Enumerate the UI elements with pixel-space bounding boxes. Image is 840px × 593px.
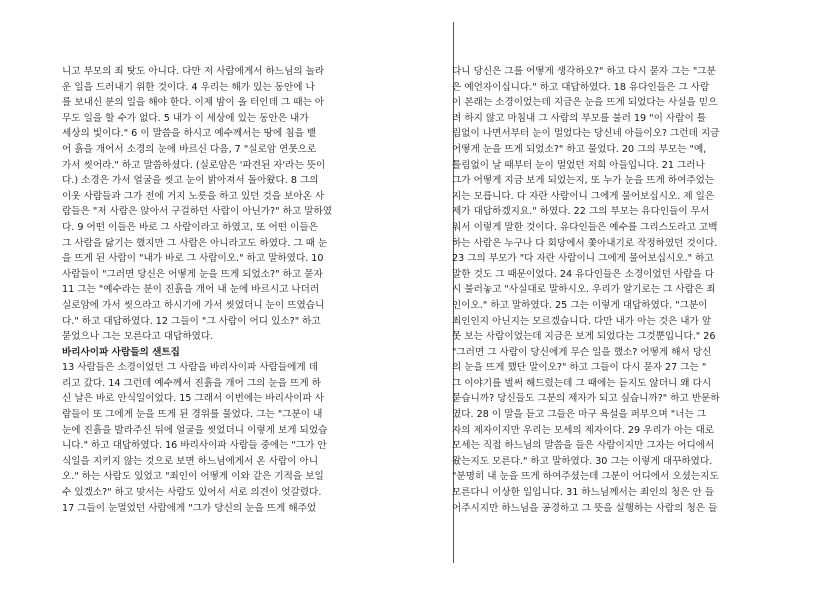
text-line: 묻었으나 그는 모른다고 대답하였다.	[62, 331, 214, 343]
text-line: 그 이야기를 벌써 해드렸는데 그 때에는 듣지도 않더니 왜 다시	[452, 377, 712, 389]
text-line: 은 예언자이십니다." 하고 대답하였다. 18 유다인들은 그 사람	[452, 81, 710, 93]
text-line: 워서 이렇게 말한 것이다. 유다인들은 예수를 그리스도라고 고백	[452, 221, 718, 233]
text-line: 사람들이 "그러면 당신은 어떻게 눈을 뜨게 되었소?" 하고 묻자	[62, 268, 323, 280]
text-line: 그가 어떻게 지금 보게 되었는지, 또 누가 눈을 뜨게 하여주었는	[452, 175, 715, 187]
text-line: 눈에 진흙을 발라주신 뒤에 얼굴을 씻었더니 이렇게 보게 되었습	[62, 424, 328, 436]
right-page	[420, 0, 840, 593]
text-line: 틀림없이 날 때부터 눈이 멀었던 저희 아들입니다. 21 그러나	[452, 159, 705, 171]
text-line: 모세는 직접 하느님의 말씀을 들은 사람이지만 그자는 어디에서	[452, 440, 715, 452]
text-line: 가서 씻어라." 하고 말씀하셨다. (실로암은 '파견된 자'라는 뜻이	[62, 159, 326, 171]
text-line: 어주시지만 하느님을 공경하고 그 뜻을 실행하는 사람의 청은 들	[452, 502, 718, 514]
text-line: "분명히 내 눈을 뜨게 하여주셨는데 그분이 어디에서 오셨는지도	[452, 471, 719, 483]
left-page-text	[62, 64, 362, 516]
text-line: 를 보내신 분의 일을 해야 한다. 이제 밤이 올 터인데 그 때는 아	[62, 97, 325, 109]
text-line: 어 흙을 개어서 소경의 눈에 바르신 다음, 7 "실로암 연못으로	[62, 143, 317, 155]
text-line: 신 날은 바로 안식일이었다. 15 그래서 이번에는 바리사이파 사	[62, 393, 325, 405]
text-line: 11 그는 "예수라는 분이 진흙을 개어 내 눈에 바르시고 나더러	[62, 284, 320, 296]
text-line: 묻습니까? 당신들도 그분의 제자가 되고 싶습니까?" 하고 반문하	[452, 393, 720, 405]
text-line: 수 있겠소?" 하고 맞서는 사람도 있어서 서로 의견이 엇갈렸다.	[62, 487, 322, 499]
text-line: 실로암에 가서 씻으라고 하시기에 가서 씻었더니 눈이 뜨였습니	[62, 299, 325, 311]
text-line: 시 불러놓고 "사실대로 말하시오. 우리가 알기로는 그 사람은 죄	[452, 284, 716, 296]
text-line: 운 일을 드러내기 위한 것이다. 4 우리는 해가 있는 동안에 나	[62, 81, 315, 93]
text-line: 17 그들이 눈멀었던 사람에게 "그가 당신의 눈을 뜨게 해주었	[62, 502, 317, 514]
text-line: 였다. 28 이 말을 듣고 그들은 마구 욕설을 퍼부으며 "너는 그	[452, 409, 707, 421]
text-line: 인이오." 하고 말하였다. 25 그는 이렇게 대답하였다. "그분이	[452, 299, 708, 311]
text-line: 람들이 또 그에게 눈을 뜨게 된 경위를 물었다. 그는 "그분이 내	[62, 409, 323, 421]
text-line: 오." 하는 사람도 있었고 "죄인이 어떻게 이와 같은 기적을 보일	[62, 471, 324, 483]
text-line: "그러면 그 사람이 당신에게 무슨 일을 했소? 어떻게 해서 당신	[452, 346, 712, 358]
text-line: 식일을 지키지 않는 것으로 보면 하느님에게서 온 사람이 아니	[62, 455, 319, 467]
text-line: 다니 당신은 그를 어떻게 생각하오?" 하고 다시 묻자 그는 "그분	[452, 66, 716, 77]
text-line: 을 뜨게 된 사람이 "내가 바로 그 사람이오." 하고 말하였다. 10	[62, 253, 324, 265]
text-line: 의 눈을 뜨게 했단 말이오?" 하고 그들이 다시 묻자 27 그는 "	[452, 362, 707, 374]
text-line: 이웃 사람들과 그가 전에 거지 노릇을 하고 있던 것을 보아온 사	[62, 190, 325, 202]
text-line: 니고 부모의 죄 탓도 아니다. 다만 저 사람에게서 하느님의 놀라	[62, 66, 325, 77]
text-line: 23 그의 부모가 "다 자란 사람이니 그에게 물어보십시오." 하고	[452, 253, 714, 265]
text-line: 모른다니 이상한 일입니다. 31 하느님께서는 죄인의 청은 안 들	[452, 487, 715, 499]
text-line: 자의 제자이지만 우리는 모세의 제자이다. 29 우리가 아는 대로	[452, 424, 715, 436]
text-line: 이 본래는 소경이었는데 지금은 눈을 뜨게 되었다는 사실을 믿으	[452, 97, 718, 109]
text-line: 하는 사람은 누구나 다 회당에서 쫓아내기로 작정하였던 것이다.	[452, 237, 718, 249]
text-line: 다.) 소경은 가서 얼굴을 씻고 눈이 밝아져서 돌아왔다. 8 그의	[62, 175, 319, 187]
text-line: 림없이 나면서부터 눈이 멀었다는 당신네 아들이오? 그런데 지금	[452, 128, 720, 140]
text-line: 제가 대답하겠지요." 하였다. 22 그의 부모는 유다인들이 무서	[452, 206, 710, 218]
text-line: 니다." 하고 대답하였다. 16 바리사이파 사람들 중에는 "그가 안	[62, 440, 327, 452]
text-line: 람들은 "저 사람은 앉아서 구걸하던 사람이 아닌가?" 하고 말하였	[62, 206, 333, 218]
text-line: 지는 모릅니다. 다 자란 사람이니 그에게 물어보십시오. 제 일은	[452, 190, 715, 202]
text-line: 어떻게 눈을 뜨게 되었소?" 하고 물었다. 20 그의 부모는 "예,	[452, 143, 707, 155]
text-line: 그 사람을 닮기는 했지만 그 사람은 아니라고도 하였다. 그 때 눈	[62, 237, 328, 249]
text-line: 다." 하고 대답하였다. 12 그들이 "그 사람이 어디 있소?" 하고	[62, 315, 321, 327]
text-line: 죄인인지 아닌지는 모르겠습니다. 다만 내가 아는 것은 내가 앞	[452, 315, 712, 327]
right-page-text	[452, 64, 752, 516]
text-line: 말한 것도 그 때문이었다. 24 유다인들은 소경이었던 사람을 다	[452, 268, 715, 280]
text-line: 리고 갔다. 14 그런데 예수께서 진흙을 개어 그의 눈을 뜨게 하	[62, 377, 321, 389]
text-line: 왔는지도 모른다." 하고 말하였다. 30 그는 이렇게 대꾸하였다.	[452, 455, 713, 467]
text-line: 13 사람들은 소경이었던 그 사람을 바리사이파 사람들에게 데	[62, 362, 318, 374]
text-line: 무도 일을 할 수가 없다. 5 내가 이 세상에 있는 동안은 내가	[62, 112, 309, 124]
text-line: 세상의 빛이다." 6 이 말씀을 하시고 예수께서는 땅에 침을 뱉	[62, 128, 317, 140]
text-line: 못 보는 사람이었는데 지금은 보게 되었다는 그것뿐입니다." 26	[452, 331, 716, 343]
section-heading: 바리사이파 사람들의 샌트집	[62, 346, 180, 358]
text-line: 려 하지 않고 마침내 그 사람의 부모를 불러 19 "이 사람이 틀	[452, 112, 707, 124]
text-line: 다. 9 어떤 이들은 바로 그 사람이라고 하였고, 또 어떤 이들은	[62, 221, 318, 233]
